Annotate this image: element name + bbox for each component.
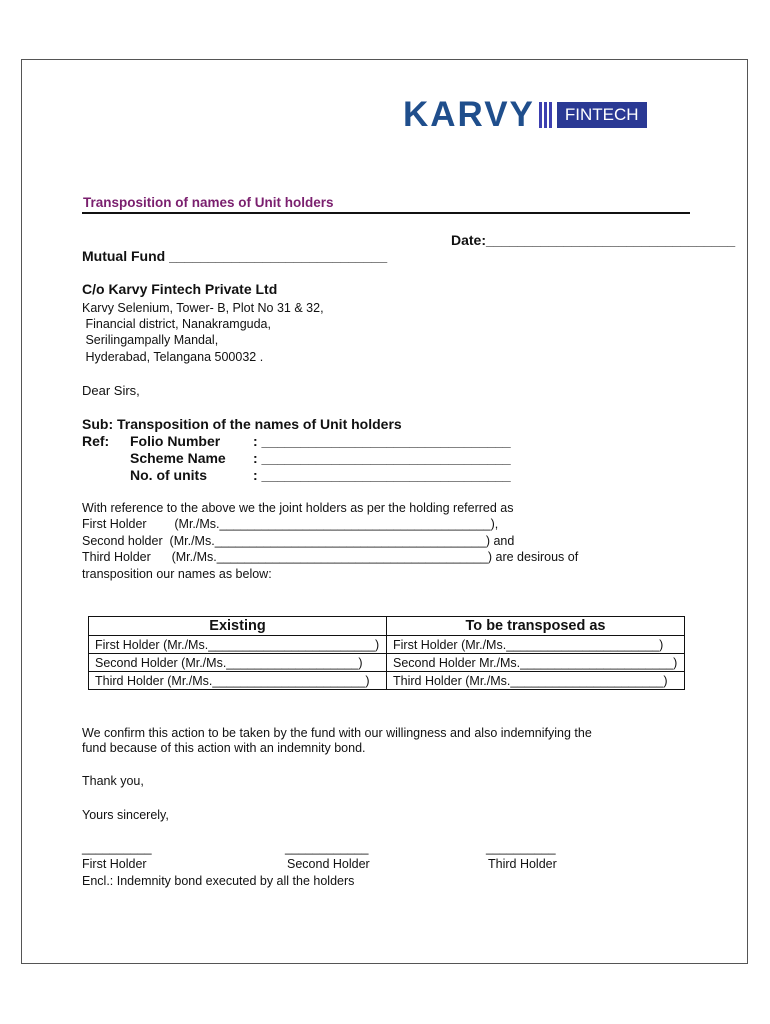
table-row: [89, 654, 685, 672]
address-line-4: Hyderabad, Telangana 500032 .: [82, 350, 264, 364]
logo-wordmark: KARVY: [403, 95, 535, 134]
third-signature-label: Third Holder: [488, 857, 557, 871]
existing-second-holder[interactable]: Second Holder (Mr./Ms.___________________): [89, 654, 387, 672]
third-signature-line[interactable]: __________: [486, 841, 556, 855]
body-line-1: With reference to the above we the joint holders as per the holding referred as: [82, 501, 514, 515]
thank-you: Thank you,: [82, 774, 144, 788]
scheme-name-label: Scheme Name: [130, 450, 226, 466]
scheme-name-field[interactable]: : ________________________________: [253, 450, 511, 466]
ref-label: Ref:: [82, 433, 110, 449]
body-line-5: transposition our names as below:: [82, 567, 272, 581]
existing-header: Existing: [89, 617, 387, 636]
form-title: Transposition of names of Unit holders: [83, 195, 334, 210]
table-header-row: [89, 617, 685, 636]
closing: Yours sincerely,: [82, 808, 169, 822]
units-label: No. of units: [130, 467, 207, 483]
first-holder-field[interactable]: First Holder (Mr./Ms._______________________________________),: [82, 517, 499, 531]
transposed-header: To be transposed as: [387, 617, 685, 636]
address-line-2: Financial district, Nanakramguda,: [82, 317, 271, 331]
title-underline: [82, 212, 690, 214]
second-holder-field[interactable]: Second holder (Mr./Ms._______________________________________) and: [82, 534, 515, 548]
second-signature-label: Second Holder: [287, 857, 370, 871]
table-row: [89, 636, 685, 654]
transposed-third-holder[interactable]: Third Holder (Mr./Ms.______________________): [387, 672, 685, 690]
subject-line: Sub: Transposition of the names of Unit holders: [82, 416, 402, 432]
transposition-table: [88, 616, 685, 690]
salutation: Dear Sirs,: [82, 383, 140, 398]
folio-number-field[interactable]: : ________________________________: [253, 433, 511, 449]
folio-number-label: Folio Number: [130, 433, 221, 449]
date-field[interactable]: Date:________________________________: [451, 232, 736, 248]
confirm-line-1: We confirm this action to be taken by the fund with our willingness and also indemnifying the: [82, 726, 592, 740]
karvy-fintech-logo: [403, 95, 647, 134]
first-signature-line[interactable]: __________: [82, 841, 152, 855]
units-field[interactable]: : ________________________________: [253, 467, 511, 483]
transposed-first-holder[interactable]: First Holder (Mr./Ms.______________________): [387, 636, 685, 654]
second-signature-line[interactable]: ____________: [285, 841, 369, 855]
addressee: C/o Karvy Fintech Private Ltd: [82, 281, 278, 297]
first-signature-label: First Holder: [82, 857, 147, 871]
table-row: [89, 672, 685, 690]
existing-third-holder[interactable]: Third Holder (Mr./Ms.______________________): [89, 672, 387, 690]
mutual-fund-field[interactable]: Mutual Fund ____________________________: [82, 248, 388, 264]
third-holder-field[interactable]: Third Holder (Mr./Ms._______________________________________) are desirous of: [82, 550, 579, 564]
transposed-second-holder[interactable]: Second Holder Mr./Ms.______________________): [387, 654, 685, 672]
address-line-3: Serilingampally Mandal,: [82, 333, 219, 347]
existing-first-holder[interactable]: First Holder (Mr./Ms.________________________): [89, 636, 387, 654]
address-line-1: Karvy Selenium, Tower- B, Plot No 31 & 32,: [82, 301, 324, 315]
logo-bars-icon: [539, 102, 552, 128]
logo-fintech-box: FINTECH: [557, 102, 647, 128]
confirm-line-2: fund because of this action with an indemnity bond.: [82, 741, 366, 755]
enclosure-note: Encl.: Indemnity bond executed by all the holders: [82, 874, 355, 888]
